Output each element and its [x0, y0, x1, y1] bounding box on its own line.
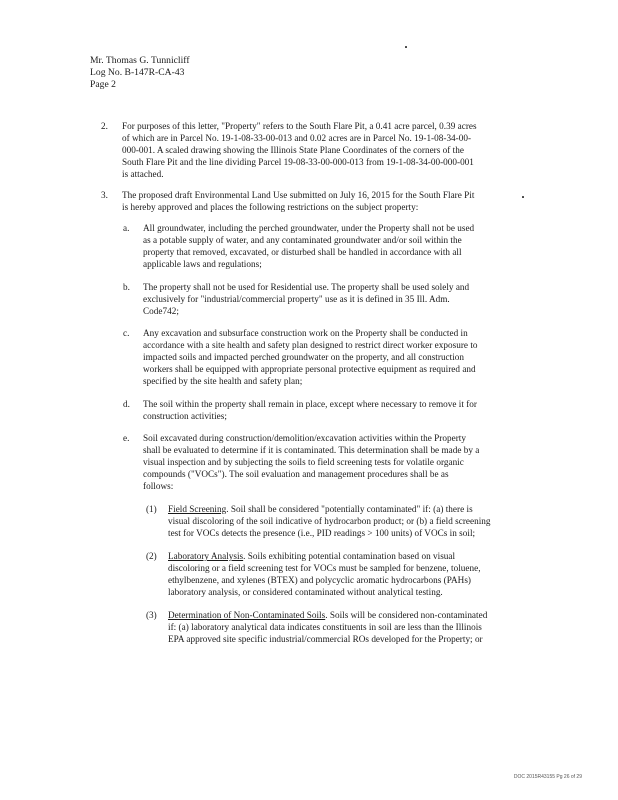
- recipient-name: Mr. Thomas G. Tunnicliff: [90, 55, 190, 66]
- log-number: Log No. B-147R-CA-43: [90, 67, 185, 78]
- procedure-2-first-rest: . Soils exhibiting potential contamination based on visual: [243, 551, 456, 561]
- procedure-3-first-line: [168, 609, 487, 621]
- subitem-d-line: The soil within the property shall remain in place, except where necessary to remove it for: [143, 399, 477, 409]
- subitem-c-line: accordance with a site health and safety plan designed to restrict direct worker exposure to: [143, 340, 478, 350]
- item-2-line: South Flare Pit and the line dividing Parcel 19-08-33-00-000-013 from 19-1-08-34-00-000-001: [122, 157, 474, 167]
- item-2-number: 2.: [101, 121, 108, 131]
- procedure-1-first-rest: . Soil shall be considered "potentially contaminated" if: (a) there is: [226, 504, 473, 514]
- procedure-3-first-rest: . Soils will be considered non-contaminated: [325, 610, 488, 620]
- item-3-line: is hereby approved and places the following restrictions on the subject property:: [122, 202, 419, 212]
- subitem-e-label: e.: [123, 433, 130, 443]
- subitem-d-line: construction activities;: [143, 411, 227, 421]
- subitem-d-label: d.: [123, 399, 130, 409]
- procedure-3-line: EPA approved site specific industrial/commercial ROs developed for the Property; or: [168, 634, 483, 644]
- procedure-2-line: ethylbenzene, and xylenes (BTEX) and polycyclic aromatic hydrocarbons (PAHs): [168, 575, 471, 585]
- document-reference-footer: DOC 2015R43155 Pg 26 of 29: [513, 774, 582, 780]
- page-number: Page 2: [90, 79, 116, 90]
- subitem-a-line: All groundwater, including the perched groundwater, under the Property shall not be used: [143, 223, 475, 233]
- subitem-c-label: c.: [123, 328, 130, 338]
- subitem-a-line: property that removed, excavated, or disturbed shall be handled in accordance with all: [143, 247, 462, 257]
- procedure-3-line: if: (a) laboratory analytical data indicates constituents in soil are less than the Illinois: [168, 622, 482, 632]
- item-2-line: is attached.: [122, 169, 164, 179]
- procedure-2-first-line: [168, 550, 455, 562]
- procedure-1-first-line: [168, 503, 473, 515]
- procedure-3-number: (3): [146, 610, 157, 620]
- item-3-line: The proposed draft Environmental Land Use submitted on July 16, 2015 for the South Flare Pit: [122, 190, 475, 200]
- subitem-a-line: applicable laws and regulations;: [143, 259, 262, 269]
- scan-speck: [522, 196, 524, 198]
- subitem-a-label: a.: [123, 223, 130, 233]
- subitem-b-line: exclusively for "industrial/commercial property" use as it is defined in 35 Ill. Adm.: [143, 294, 450, 304]
- item-2-line: For purposes of this letter, "Property" refers to the South Flare Pit, a 0.41 acre parcel, 0.39 acres: [122, 121, 477, 131]
- subitem-c-line: specified by the site health and safety plan;: [143, 376, 303, 386]
- subitem-b-line: The property shall not be used for Residential use. The property shall be used solely and: [143, 282, 470, 292]
- procedure-2-line: laboratory analysis, or considered contaminated without analytical testing.: [168, 587, 443, 597]
- procedure-2-title: Laboratory Analysis: [168, 551, 244, 561]
- subitem-e-line: Soil excavated during construction/demolition/excavation activities within the Property: [143, 433, 466, 443]
- procedure-2-line: discoloring or a field screening test for VOCs must be sampled for benzene, toluene,: [168, 563, 481, 573]
- procedure-1-line: visual discoloring of the soil indicative of hydrocarbon product; or (b) a field screening: [168, 516, 491, 526]
- subitem-e-line: compounds ("VOCs"). The soil evaluation and management procedures shall be as: [143, 469, 449, 479]
- item-3-number: 3.: [101, 190, 108, 200]
- item-2-line: 000-001. A scaled drawing showing the Illinois State Plane Coordinates of the corners of the: [122, 145, 464, 155]
- subitem-e-line: visual inspection and by subjecting the soils to field screening tests for volatile organic: [143, 457, 464, 467]
- subitem-e-line: shall be evaluated to determine if it is contaminated. This determination shall be made by a: [143, 445, 480, 455]
- subitem-c-line: workers shall be equipped with appropriate personal protective equipment as required and: [143, 364, 476, 374]
- item-2-line: of which are in Parcel No. 19-1-08-33-00-013 and 0.02 acres are in Parcel No. 19-1-08-34-00-: [122, 133, 472, 143]
- procedure-1-number: (1): [146, 504, 157, 514]
- procedure-1-line: test for VOCs detects the presence (i.e., PID readings > 100 units) of VOCs in soil;: [168, 528, 476, 538]
- subitem-a-line: as a potable supply of water, and any contaminated groundwater and/or soil within the: [143, 235, 462, 245]
- subitem-b-label: b.: [123, 282, 130, 292]
- subitem-e-line: follows:: [143, 481, 174, 491]
- subitem-c-line: Any excavation and subsurface construction work on the Property shall be conducted in: [143, 328, 468, 338]
- scan-speck: [405, 46, 407, 48]
- subitem-c-line: impacted soils and impacted perched groundwater on the property, and all construction: [143, 352, 465, 362]
- procedure-3-title: Determination of Non-Contaminated Soils: [168, 610, 326, 620]
- procedure-1-title: Field Screening: [168, 504, 227, 514]
- subitem-b-line: Code742;: [143, 306, 179, 316]
- procedure-2-number: (2): [146, 551, 157, 561]
